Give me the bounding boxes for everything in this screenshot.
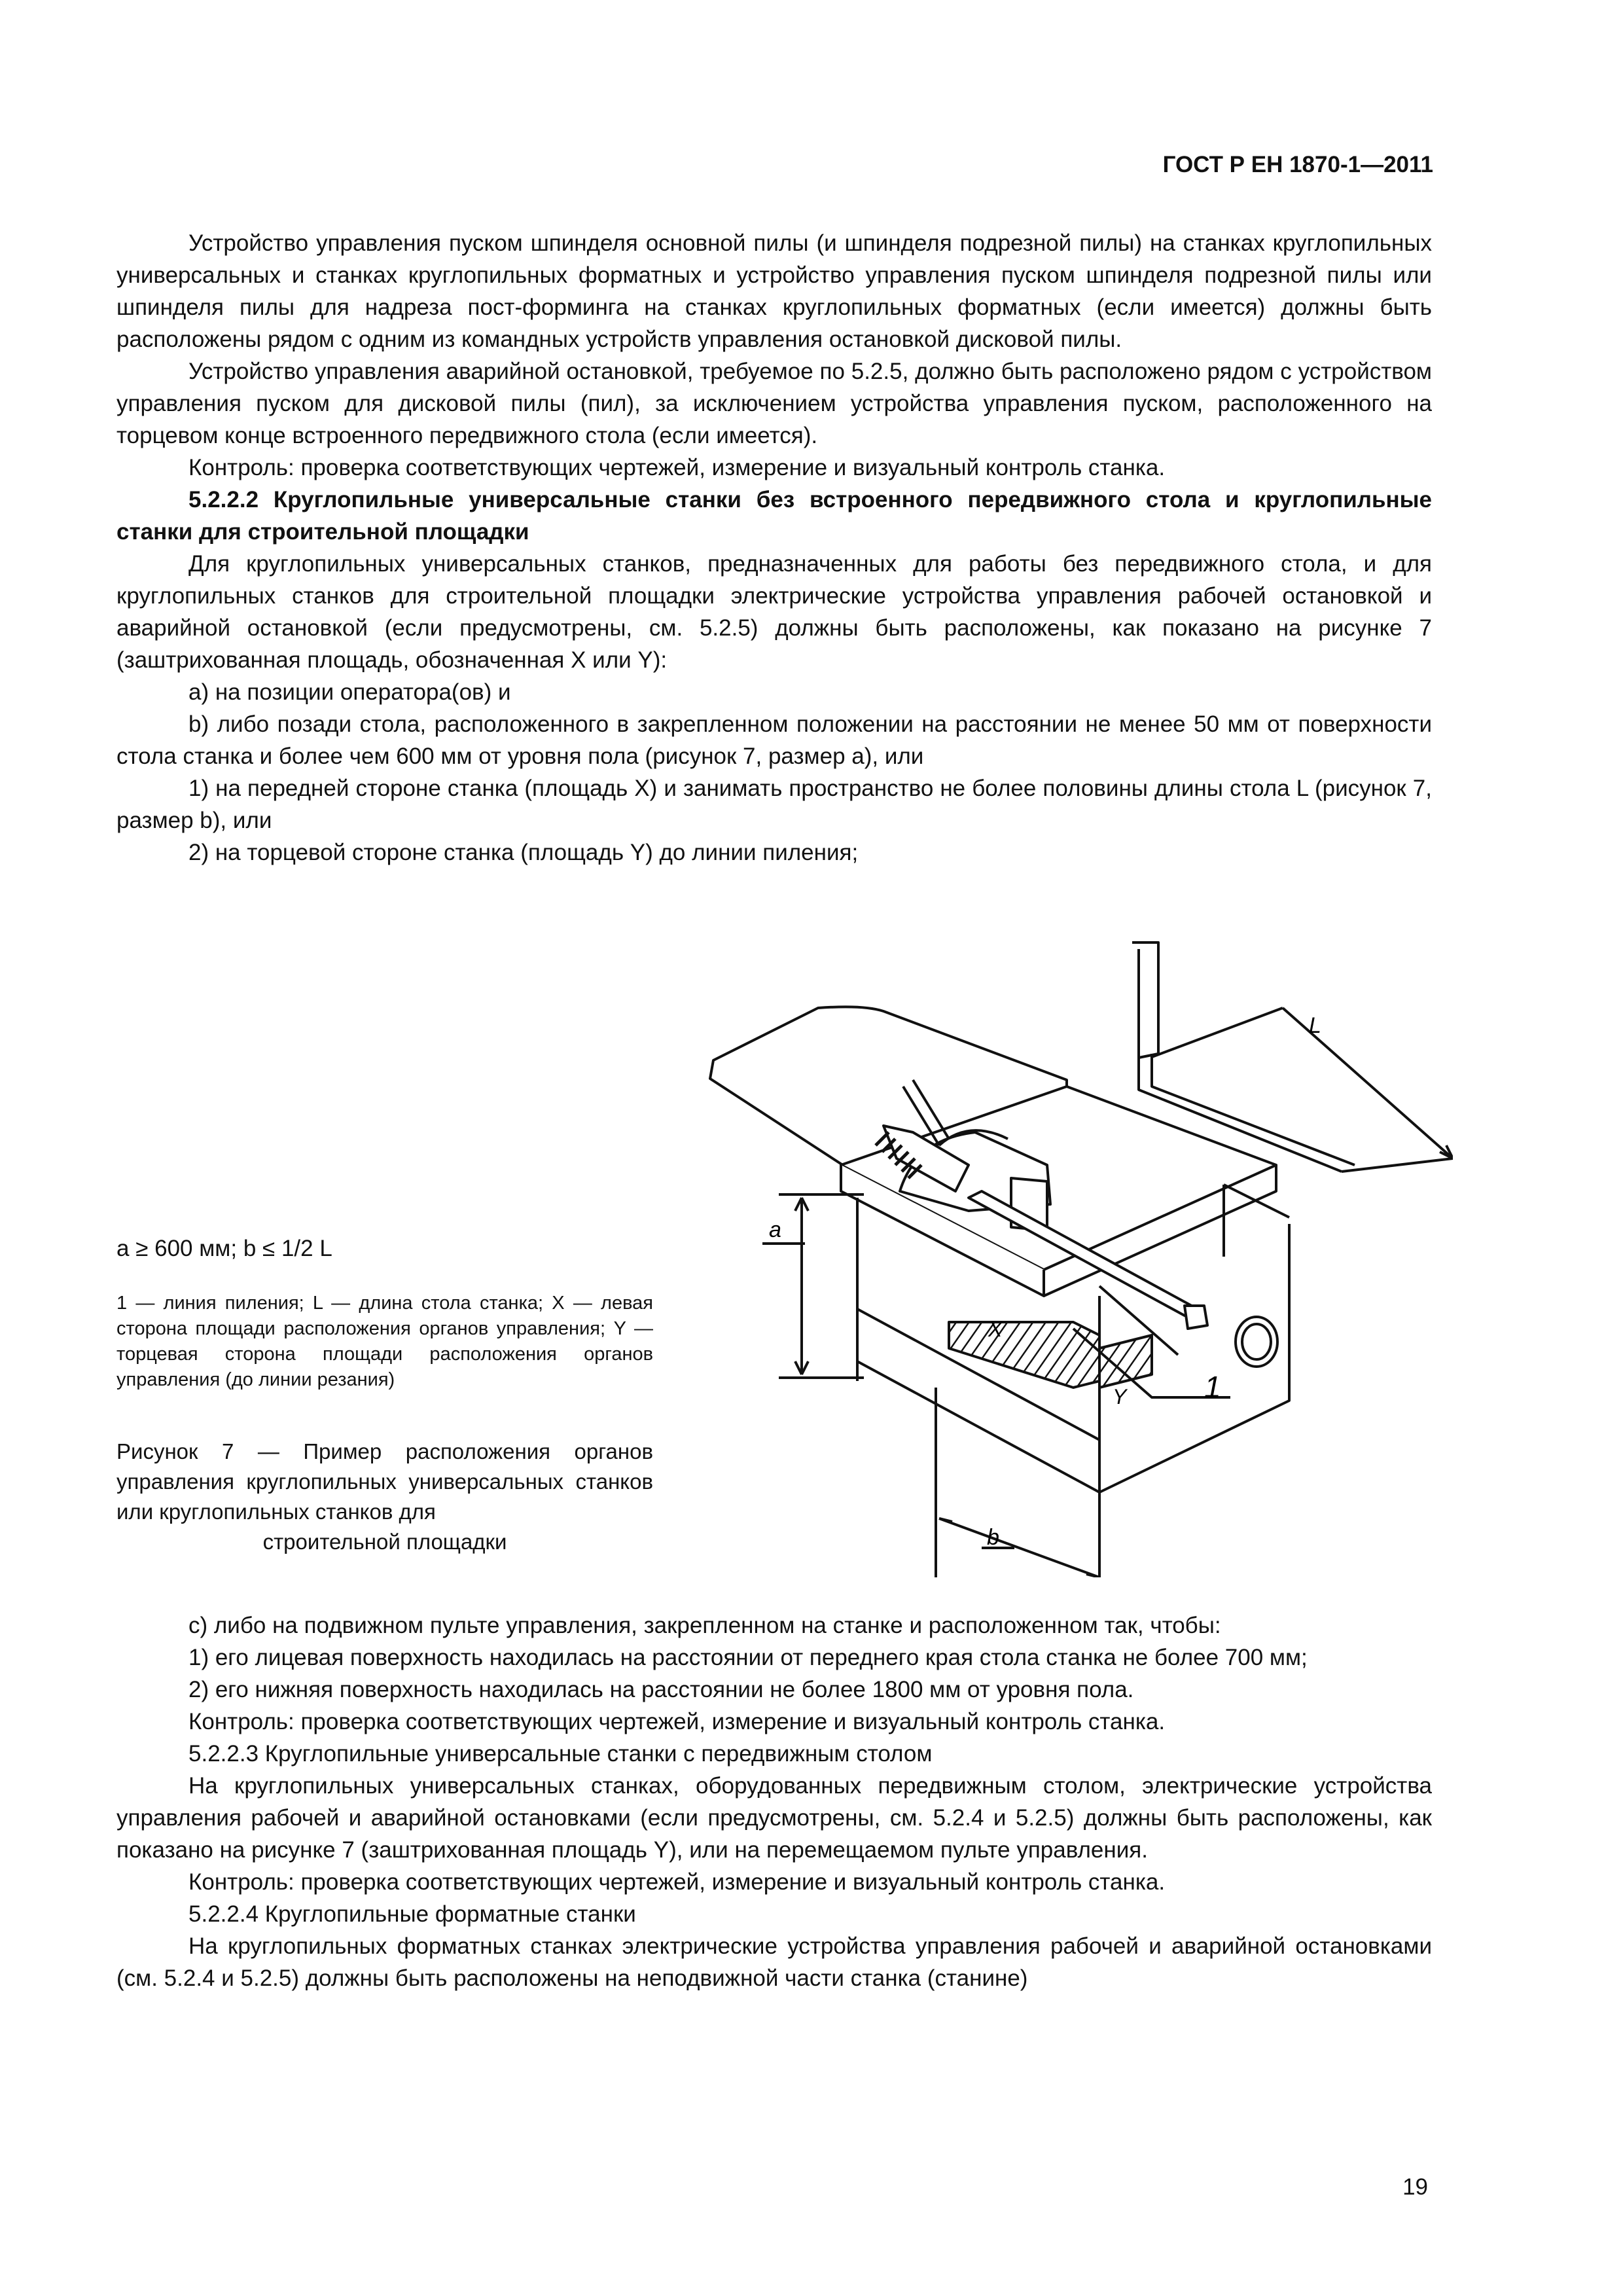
figure-legend: 1 — линия пиления; L — длина стола станка; X — левая сторона площади расположения органов управления; Y — торцевая сторона площади расположения органов управления (до линии резания) — [116, 1293, 653, 1390]
page-number: 19 — [1402, 2174, 1428, 2200]
paragraph: Контроль: проверка соответствующих чертежей, измерение и визуальный контроль станка. — [188, 1869, 1166, 1895]
paragraph: Для круглопильных универсальных станков, предназначенных для работы без передвижного стола, и для круглопильных станков для строительной площадки электрические устройства управления рабочей остановкой и аварийной остановкой (если предусмотрены, см. 5.2.5) должны быть расположены, как показано на рисунке 7 (заштрихованная площадь, обозначенная X или Y): — [116, 551, 1432, 673]
label-Y: Y — [1113, 1385, 1127, 1408]
figure-caption — [116, 1437, 653, 1557]
figure-formula: a ≥ 600 мм; b ≤ 1/2 L — [116, 1236, 332, 1261]
list-item: c) либо на подвижном пульте управления, закрепленном на станке и расположенном так, чтобы: — [188, 1613, 1221, 1638]
list-item: 2) его нижняя поверхность находилась на расстоянии не более 1800 мм от уровня пола. — [188, 1677, 1134, 1702]
saw-machine-figure — [681, 929, 1453, 1577]
label-b: b — [987, 1525, 999, 1550]
label-1-saw-line: 1 — [1204, 1370, 1221, 1404]
paragraph: Устройство управления аварийной остановкой, требуемое по 5.2.5, должно быть расположено рядом с устройством управления пуском для дисковой пилы (пил), за исключением устройства управления пуском, расположенного на торцевом конце встроенного передвижного стола (если имеется). — [116, 359, 1432, 448]
paragraph: На круглопильных универсальных станках, оборудованных передвижным столом, электрические устройства управления рабочей и аварийной остановками (если предусмотрены, см. 5.2.4 и 5.2.5) должны быть расположены, как показано на рисунке 7 (заштрихованная площадь Y), или на перемещаемом пульте управления. — [116, 1773, 1432, 1863]
label-L: L — [1309, 1013, 1321, 1038]
text-block-top — [116, 227, 1432, 869]
text-block-bottom — [116, 1609, 1432, 1994]
caption-text: Рисунок 7 — Пример расположения органов управления круглопильных универсальных станков или круглопильных станков для — [116, 1439, 653, 1524]
paragraph: Устройство управления пуском шпинделя основной пилы (и шпинделя подрезной пилы) на станках круглопильных универсальных и станках круглопильных форматных и устройство управления пуском шпинделя подрезной пилы или шпинделя пилы для надреза пост-форминга на станках круглопильных форматных (если имеется) должны быть расположены рядом с одним из командных устройств управления остановкой дисковой пилы. — [116, 230, 1432, 352]
paragraph: Контроль: проверка соответствующих чертежей, измерение и визуальный контроль станка. — [188, 1709, 1166, 1734]
list-item: 1) на передней стороне станка (площадь X) и занимать пространство не более половины длины стола L (рисунок 7, размер b), или — [116, 776, 1432, 833]
list-item: 2) на торцевой стороне станка (площадь Y) до линии пиления; — [188, 840, 859, 865]
label-X: X — [988, 1318, 1003, 1341]
section-heading-5-2-2-2: 5.2.2.2 Круглопильные универсальные станки без встроенного передвижного стола и круглопильные станки для строительной площадки — [116, 487, 1432, 545]
section-heading-5-2-2-4: 5.2.2.4 Круглопильные форматные станки — [188, 1901, 636, 1927]
list-item: 1) его лицевая поверхность находилась на расстоянии от переднего края стола станка не более 700 мм; — [188, 1645, 1308, 1670]
list-item: a) на позиции оператора(ов) и — [188, 679, 511, 705]
section-heading-5-2-2-3: 5.2.2.3 Круглопильные универсальные станки с передвижным столом — [188, 1741, 933, 1767]
document-code-header: ГОСТ Р ЕН 1870-1—2011 — [1162, 152, 1433, 177]
caption-text-last-line: строительной площадки — [262, 1530, 507, 1554]
paragraph: На круглопильных форматных станках электрические устройства управления рабочей и аварийной остановками (см. 5.2.4 и 5.2.5) должны быть расположены на неподвижной части станка (станине) — [116, 1933, 1432, 1991]
label-a: a — [769, 1217, 781, 1242]
paragraph: Контроль: проверка соответствующих чертежей, измерение и визуальный контроль станка. — [188, 455, 1166, 480]
list-item: b) либо позади стола, расположенного в закрепленном положении на расстоянии не менее 50 мм от поверхности стола станка и более чем 600 мм от уровня пола (рисунок 7, размер a), или — [116, 711, 1432, 769]
